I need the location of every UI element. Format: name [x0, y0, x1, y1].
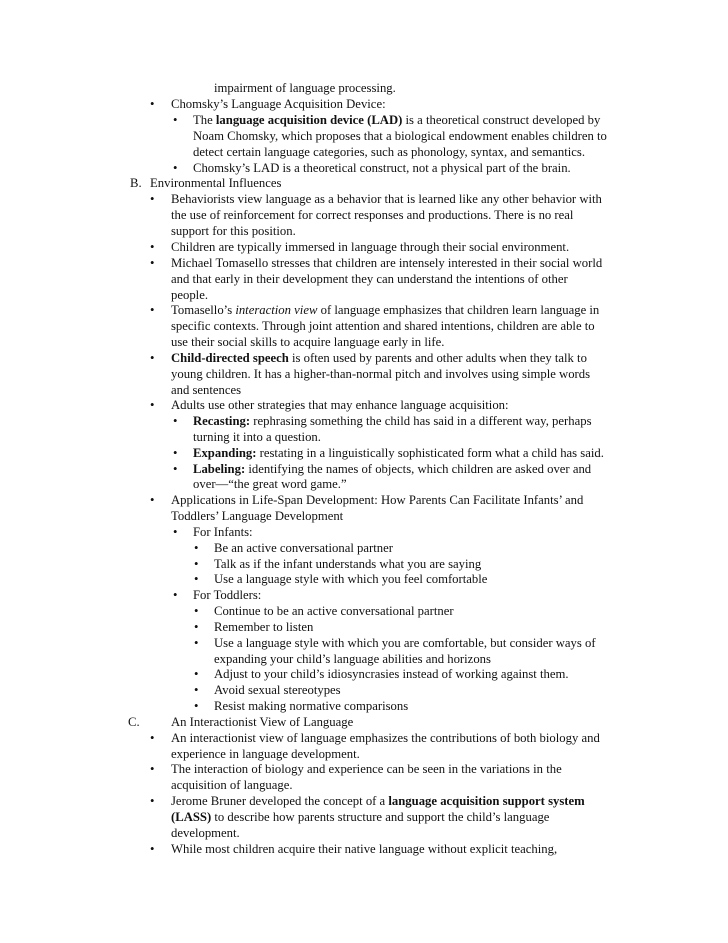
bullet-marker: • — [194, 541, 199, 555]
line-text — [171, 318, 595, 334]
bullet-marker: • — [150, 493, 155, 507]
line-text — [171, 96, 386, 112]
text-run: restating in a linguistically sophisticated form what a child has said. — [256, 446, 604, 460]
text-run: Jerome Bruner developed the concept of a — [171, 794, 389, 808]
line-text — [214, 635, 596, 651]
bullet-marker: • — [173, 414, 178, 428]
line-text — [193, 524, 253, 540]
text-run: The interaction of biology and experience can be seen in the variations in the — [171, 762, 562, 776]
text-run: Chomsky’s Language Acquisition Device: — [171, 97, 386, 111]
text-run: Continue to be an active conversational partner — [214, 604, 454, 618]
line-text — [193, 476, 347, 492]
line-text — [171, 825, 240, 841]
bullet-marker: • — [150, 97, 155, 111]
line-text — [214, 80, 396, 96]
text-run: While most children acquire their native language without explicit teaching, — [171, 842, 558, 856]
line-text — [171, 397, 509, 413]
text-run: For Infants: — [193, 525, 253, 539]
bullet-marker: • — [150, 256, 155, 270]
text-run: An interactionist view of language emphasizes the contributions of both biology and — [171, 731, 600, 745]
bullet-marker: • — [150, 240, 155, 254]
line-text — [171, 302, 599, 318]
text-run: is often used by parents and other adults when they talk to — [288, 351, 587, 365]
text-run: people. — [171, 288, 208, 302]
line-text — [171, 239, 569, 255]
line-text — [171, 207, 573, 223]
line-text — [171, 287, 208, 303]
bullet-marker: • — [194, 699, 199, 713]
bold-term: Expanding: — [193, 446, 257, 460]
bullet-marker: • — [173, 525, 178, 539]
line-text — [171, 492, 583, 508]
line-text — [171, 809, 549, 825]
line-text — [171, 271, 568, 287]
bold-term: Recasting: — [193, 414, 251, 428]
bold-term: Labeling: — [193, 462, 246, 476]
text-run: Behaviorists view language as a behavior that is learned like any other behavior with — [171, 192, 602, 206]
line-text — [214, 540, 393, 556]
bullet-marker: • — [194, 636, 199, 650]
bullet-marker: • — [173, 161, 178, 175]
text-run: Noam Chomsky, which proposes that a biological endowment enables children to — [193, 129, 607, 143]
text-run: rephrasing something the child has said in a different way, perhaps — [250, 414, 592, 428]
text-run: identifying the names of objects, which children are asked over and — [245, 462, 592, 476]
text-run: Tomasello’s — [171, 303, 236, 317]
line-text — [171, 777, 293, 793]
line-text — [171, 191, 602, 207]
section-marker: B. — [130, 176, 142, 190]
line-text — [171, 223, 296, 239]
line-text — [193, 413, 592, 429]
text-run: Toddlers’ Language Development — [171, 509, 344, 523]
text-run: Applications in Life-Span Development: How Parents Can Facilitate Infants’ and — [171, 493, 584, 507]
text-run: impairment of language processing. — [214, 81, 396, 95]
bullet-marker: • — [194, 572, 199, 586]
text-run: Adjust to your child’s idiosyncrasies instead of working against them. — [214, 667, 569, 681]
text-run: Michael Tomasello stresses that children are intensely interested in their social world — [171, 256, 603, 270]
text-run: Use a language style with which you are comfortable, but consider ways of — [214, 636, 596, 650]
line-text — [171, 841, 557, 857]
text-run: Resist making normative comparisons — [214, 699, 409, 713]
text-run: development. — [171, 826, 240, 840]
line-text — [193, 144, 585, 160]
text-run: Remember to listen — [214, 620, 314, 634]
line-text — [193, 160, 571, 176]
bullet-marker: • — [194, 557, 199, 571]
bullet-marker: • — [150, 351, 155, 365]
line-text — [193, 587, 261, 603]
line-text — [214, 571, 487, 587]
bullet-marker: • — [150, 731, 155, 745]
line-text — [171, 255, 602, 271]
text-run: Chomsky’s LAD is a theoretical construct, not a physical part of the brain. — [193, 161, 571, 175]
line-text — [214, 619, 313, 635]
line-text — [193, 128, 607, 144]
text-run: to describe how parents structure and support the child’s language — [211, 810, 550, 824]
line-text — [171, 350, 587, 366]
text-run: support for this position. — [171, 224, 296, 238]
text-run: turning it into a question. — [193, 430, 321, 444]
bold-term: (LASS) — [171, 810, 212, 824]
line-text — [214, 603, 454, 619]
bullet-marker: • — [173, 588, 178, 602]
line-text — [214, 698, 408, 714]
line-text — [171, 730, 600, 746]
line-text — [171, 366, 590, 382]
text-run: use their social skills to acquire language early in life. — [171, 335, 445, 349]
text-run: Be an active conversational partner — [214, 541, 393, 555]
text-run: Talk as if the infant understands what you are saying — [214, 557, 482, 571]
italic-term: interaction view — [235, 303, 318, 317]
line-text — [214, 682, 341, 698]
text-run: the use of reinforcement for correct responses and productions. There is no real — [171, 208, 574, 222]
bold-term: language acquisition support system — [388, 794, 585, 808]
line-text — [214, 666, 569, 682]
bullet-marker: • — [194, 683, 199, 697]
line-text — [171, 793, 585, 809]
line-text — [193, 112, 600, 128]
line-text — [171, 714, 353, 730]
text-run: An Interactionist View of Language — [171, 715, 354, 729]
line-text — [150, 175, 281, 191]
bullet-marker: • — [150, 794, 155, 808]
text-run: expanding your child’s language abilities and horizons — [214, 652, 491, 666]
line-text — [193, 445, 604, 461]
line-text — [214, 651, 491, 667]
text-run: and that early in their development they can understand the intentions of other — [171, 272, 568, 286]
text-run: Avoid sexual stereotypes — [214, 683, 341, 697]
section-marker: C. — [128, 715, 140, 729]
text-run: specific contexts. Through joint attention and shared intentions, children are able to — [171, 319, 595, 333]
text-run: and sentences — [171, 383, 242, 397]
bullet-marker: • — [150, 842, 155, 856]
text-run: acquisition of language. — [171, 778, 293, 792]
line-text — [171, 382, 241, 398]
bullet-marker: • — [194, 667, 199, 681]
text-run: For Toddlers: — [193, 588, 262, 602]
line-text — [171, 746, 360, 762]
line-text — [193, 461, 591, 477]
bold-term: language acquisition device (LAD) — [215, 113, 403, 127]
bullet-marker: • — [150, 303, 155, 317]
bullet-marker: • — [150, 398, 155, 412]
bullet-marker: • — [194, 604, 199, 618]
bullet-marker: • — [150, 762, 155, 776]
line-text — [193, 429, 321, 445]
line-text — [171, 508, 343, 524]
text-run: Environmental Influences — [150, 176, 282, 190]
bold-term: Child-directed speech — [171, 351, 289, 365]
bullet-marker: • — [150, 192, 155, 206]
line-text — [171, 334, 444, 350]
text-run: experience in language development. — [171, 747, 360, 761]
text-run: of language emphasizes that children learn language in — [317, 303, 600, 317]
line-text — [171, 761, 562, 777]
text-run: The — [193, 113, 216, 127]
text-run: Children are typically immersed in language through their social environment. — [171, 240, 570, 254]
text-run: detect certain language categories, such as phonology, syntax, and semantics. — [193, 145, 586, 159]
text-run: is a theoretical construct developed by — [402, 113, 601, 127]
text-run: Adults use other strategies that may enhance language acquisition: — [171, 398, 509, 412]
bullet-marker: • — [173, 462, 178, 476]
bullet-marker: • — [173, 113, 178, 127]
text-run: young children. It has a higher-than-normal pitch and involves using simple words — [171, 367, 591, 381]
bullet-marker: • — [194, 620, 199, 634]
line-text — [214, 556, 481, 572]
text-run: Use a language style with which you feel comfortable — [214, 572, 488, 586]
text-run: over—“the great word game.” — [193, 477, 347, 491]
bullet-marker: • — [173, 446, 178, 460]
